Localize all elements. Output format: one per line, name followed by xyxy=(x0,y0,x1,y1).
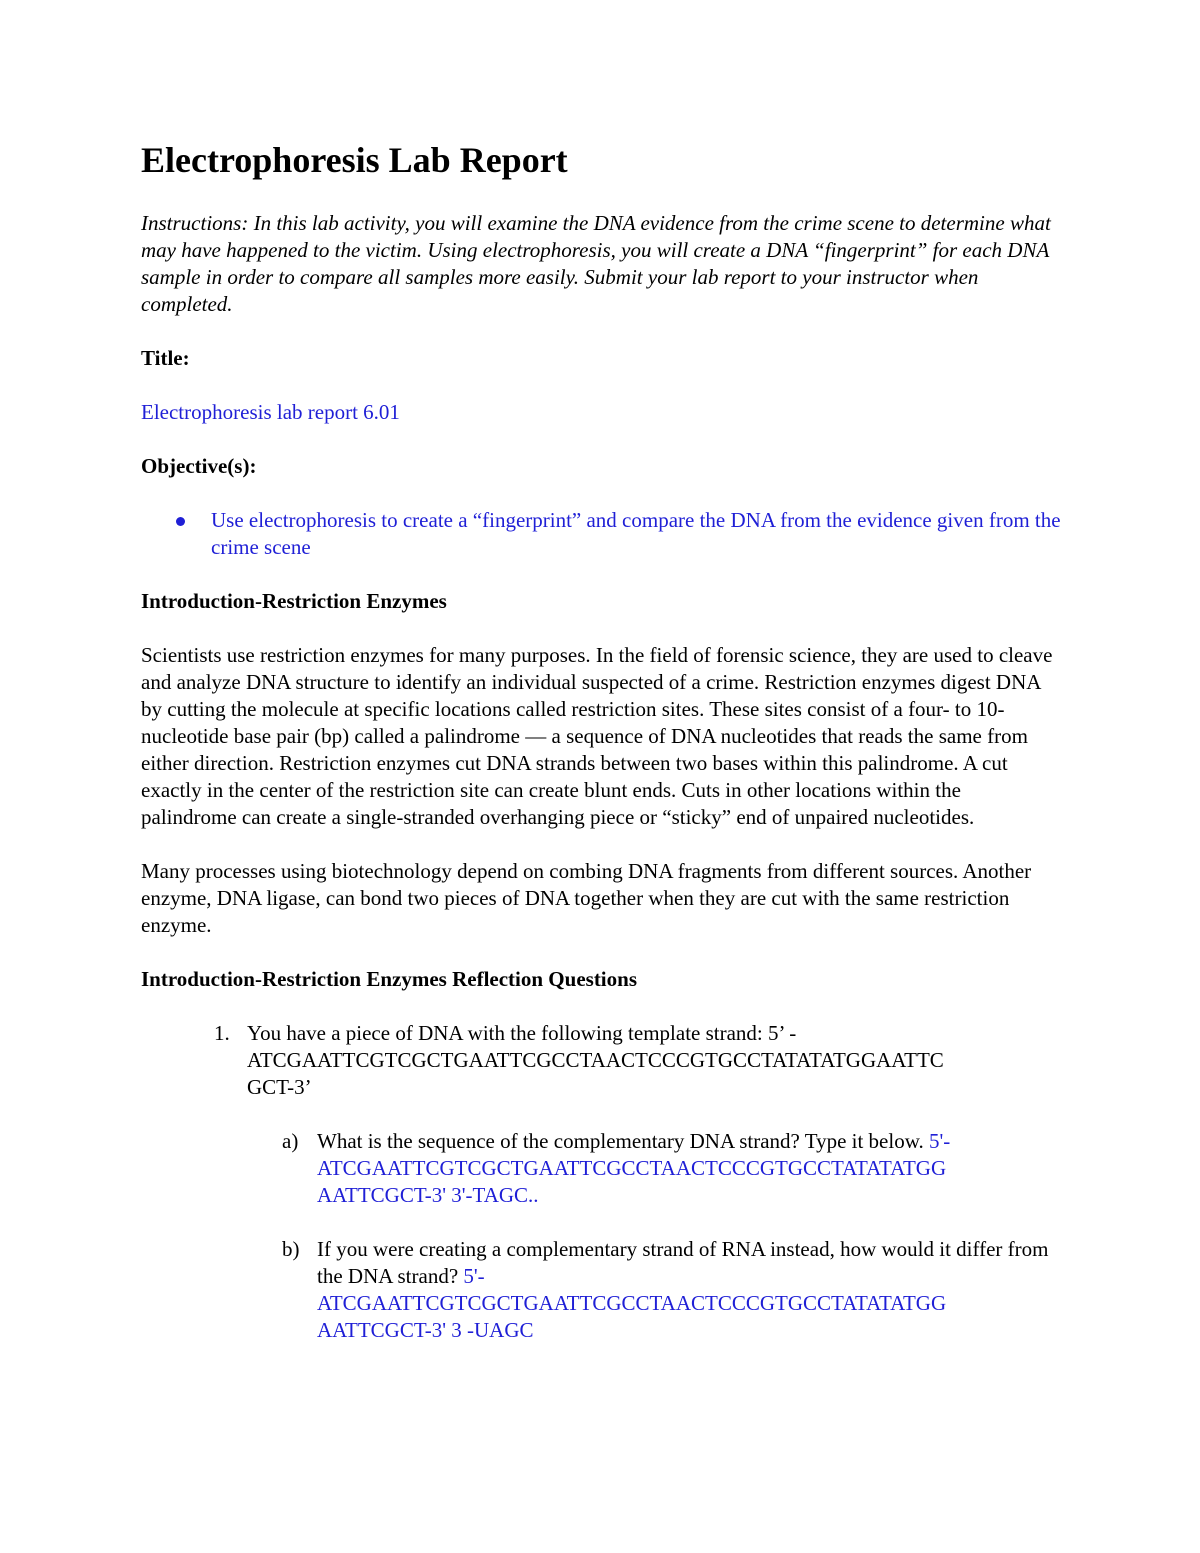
reflection-heading: Introduction-Restriction Enzymes Reflection Questions xyxy=(141,967,637,991)
instructions-text: Instructions: In this lab activity, you will examine the DNA evidence from the crime scene to determine what may have happened to the victim. Using electrophoresis, you will create a DNA “fingerprint” for each DNA sample in order to compare all samples more easily. Submit your lab report to your instructor when completed. xyxy=(141,211,1051,316)
sub-question-letter: b) xyxy=(282,1237,300,1261)
sub-question-prompt: What is the sequence of the complementary DNA strand? Type it below. xyxy=(317,1129,930,1153)
title-answer: Electrophoresis lab report 6.01 xyxy=(141,400,400,424)
question-text xyxy=(247,1020,1061,1101)
question-item xyxy=(141,1020,1061,1344)
bullet-icon xyxy=(176,517,185,526)
title-label: Title: xyxy=(141,346,190,370)
question-line: You have a piece of DNA with the following template strand: 5’ - xyxy=(247,1021,797,1045)
sub-question-letter: a) xyxy=(282,1129,299,1153)
intro-paragraph: Many processes using biotechnology depend on combing DNA fragments from different sources. Another enzyme, DNA ligase, can bond two pieces of DNA together when they are cut with the same restriction enzyme. xyxy=(141,859,1032,937)
questions-list xyxy=(141,1020,1061,1344)
objective-item xyxy=(141,507,1061,561)
sub-question-a xyxy=(247,1128,1061,1209)
answer-start: 5'- xyxy=(929,1129,951,1153)
objectives-label: Objective(s): xyxy=(141,454,257,478)
sub-question-b xyxy=(247,1236,1061,1344)
answer-sequence: ATCGAATTCGTCGCTGAATTCGCCTAACTCCCGTGCCTATATATGG xyxy=(317,1291,947,1315)
template-sequence: ATCGAATTCGTCGCTGAATTCGCCTAACTCCCGTGCCTATATATGGAATTC xyxy=(247,1048,944,1072)
question-number: 1. xyxy=(214,1021,230,1045)
page-title: Electrophoresis Lab Report xyxy=(141,140,568,180)
objectives-list xyxy=(141,507,1061,561)
answer-end: AATTCGCT-3' 3 -UAGC xyxy=(317,1318,534,1342)
intro-heading: Introduction-Restriction Enzymes xyxy=(141,589,447,613)
answer-sequence: ATCGAATTCGTCGCTGAATTCGCCTAACTCCCGTGCCTATATATGG xyxy=(317,1156,947,1180)
sub-question-prompt: If you were creating a complementary strand of RNA instead, how would it differ from the DNA strand? xyxy=(317,1237,1049,1288)
answer-end: AATTCGCT-3' 3'-TAGC.. xyxy=(317,1183,539,1207)
answer-start: 5'- xyxy=(463,1264,485,1288)
intro-paragraph: Scientists use restriction enzymes for many purposes. In the field of forensic science, they are used to cleave and analyze DNA structure to identify an individual suspected of a crime. Restriction enzymes digest DNA by cutting the molecule at specific locations called restriction sites. These sites consist of a four- to 10-nucleotide base pair (bp) called a palindrome — a sequence of DNA nucleotides that reads the same from either direction. Restriction enzymes cut DNA strands between two bases within this palindrome. A cut exactly in the center of the restriction site can create blunt ends. Cuts in other locations within the palindrome can create a single-stranded overhanging piece or “sticky” end of unpaired nucleotides. xyxy=(141,643,1053,829)
objective-text: Use electrophoresis to create a “fingerprint” and compare the DNA from the evidence given from the crime scene xyxy=(211,508,1061,559)
template-sequence-end: GCT-3’ xyxy=(247,1075,312,1099)
document-page xyxy=(141,138,1061,1371)
